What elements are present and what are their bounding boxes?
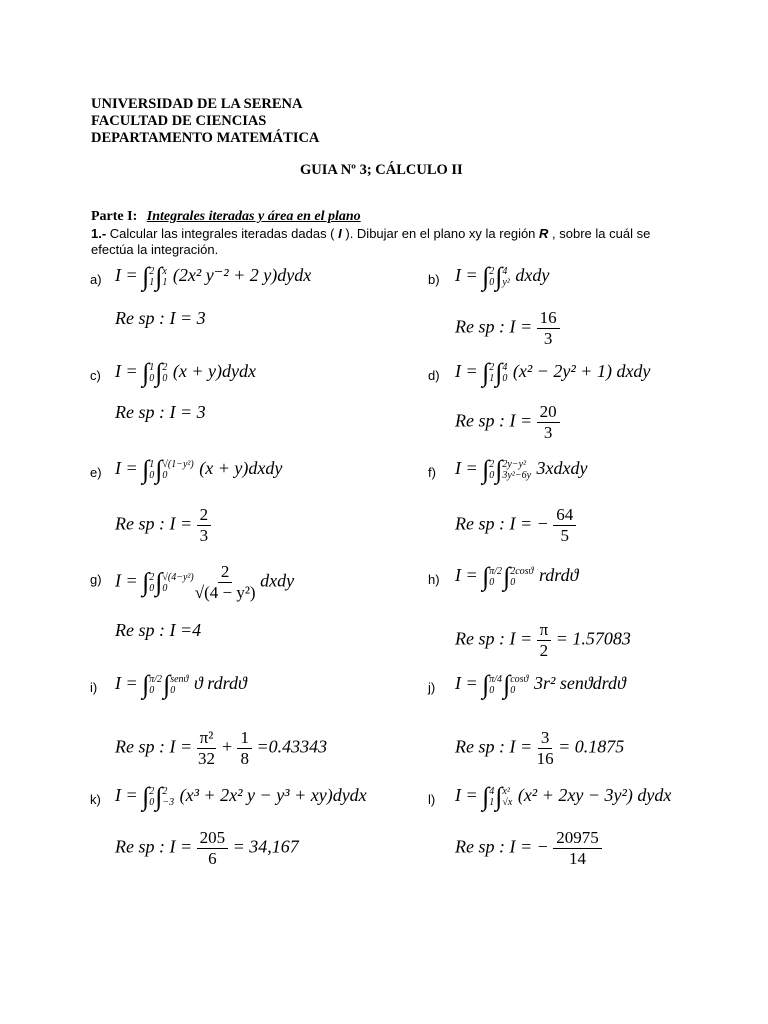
problem-label: g) [90, 572, 102, 587]
upper-limit: 1 [149, 459, 155, 470]
integrand: (x + y)dxdy [194, 458, 283, 479]
integral-sign: ∫ [155, 358, 163, 387]
integral-variable: I = [115, 673, 143, 694]
fraction-numerator: 20 [537, 402, 560, 423]
answer-fraction [553, 828, 602, 869]
upper-limit: senϑ [170, 674, 189, 685]
fraction-denominator: 32 [197, 749, 215, 768]
fraction-numerator: π² [197, 728, 217, 749]
problem-answer [115, 620, 201, 641]
fraction-numerator: 3 [538, 728, 553, 749]
integral-sign: ∫ [142, 782, 150, 811]
integral-sign: ∫ [142, 262, 150, 291]
integral-sign: ∫ [503, 562, 511, 591]
answer-prefix: Re sp : I = [455, 736, 537, 757]
integrand: (x² − 2y² + 1) dxdy [508, 361, 651, 382]
integrand: (x³ + 2x² y − y³ + xy)dydx [175, 785, 367, 806]
instruction-r: R [539, 226, 549, 241]
fraction-denominator: 5 [560, 526, 570, 545]
problem-integral [455, 455, 587, 485]
problem-label: a) [90, 272, 102, 287]
upper-limit: 2cosϑ [510, 566, 534, 577]
lower-limit: 0 [149, 373, 155, 384]
upper-limit: 2 [489, 459, 495, 470]
integral-limits [510, 674, 528, 696]
integrand: (x + y)dydx [168, 361, 256, 382]
integral-variable: I = [455, 785, 483, 806]
integrand: 3r² senϑdrdϑ [529, 673, 626, 694]
problem-answer [115, 505, 211, 546]
fraction-denominator: 3 [543, 329, 553, 348]
integral-sign: ∫ [142, 567, 150, 597]
problem-integral [455, 562, 578, 592]
lower-limit: 0 [510, 577, 516, 588]
integral-variable: I = [455, 673, 483, 694]
problem-label: e) [90, 465, 102, 480]
answer-fraction [553, 505, 576, 546]
upper-limit: 1 [149, 362, 155, 373]
integrand: ϑ rdrdϑ [189, 673, 247, 694]
integral-limits [149, 362, 154, 384]
integral-sign: ∫ [495, 358, 503, 387]
lower-limit: 0 [170, 685, 176, 696]
problem-label: k) [90, 792, 101, 807]
problem-label: j) [428, 680, 436, 695]
upper-limit: x [162, 266, 167, 277]
university-name: UNIVERSIDAD DE LA SERENA [91, 96, 303, 112]
problem-answer [455, 828, 602, 869]
problem-answer [115, 828, 299, 869]
answer-fraction [537, 728, 554, 769]
integral-sign: ∫ [482, 670, 490, 699]
problem-integral [115, 262, 311, 292]
lower-limit: 1 [162, 277, 168, 288]
fraction-numerator: 1 [237, 728, 252, 749]
instruction-i: I [338, 226, 342, 241]
lower-limit: 0 [489, 685, 495, 696]
problem-integral [455, 262, 549, 292]
fraction-denominator: 3 [199, 526, 209, 545]
integral-sign: ∫ [495, 262, 503, 291]
fraction-numerator: 16 [537, 308, 560, 329]
answer-prefix: Re sp : I = [455, 410, 537, 431]
problem-answer [455, 620, 631, 661]
upper-limit: 2 [489, 362, 495, 373]
fraction-denominator: 2 [539, 641, 549, 660]
faculty-name: FACULTAD DE CIENCIAS [91, 113, 267, 129]
integral-sign: ∫ [482, 455, 490, 484]
integral-sign: ∫ [163, 670, 171, 699]
answer-tail: = 0.1875 [553, 736, 625, 757]
integrand-fraction [195, 562, 256, 603]
integral-sign: ∫ [495, 782, 503, 811]
integral-limits [149, 572, 154, 594]
fraction-numerator: π [537, 620, 552, 641]
instruction-text: , sobre la cuál se efectúa la integración. [91, 226, 651, 257]
integral-limits [489, 459, 494, 481]
integrand: 3xdxdy [532, 458, 588, 479]
integrand: rdrdϑ [534, 565, 579, 586]
integral-sign: ∫ [503, 670, 511, 699]
problem-label: b) [428, 272, 440, 287]
integral-sign: ∫ [482, 358, 490, 387]
integral-limits [149, 674, 162, 696]
upper-limit: 2y−y² [502, 459, 527, 470]
answer-fraction [197, 828, 229, 869]
integral-limits [162, 362, 167, 384]
integral-variable: I = [115, 361, 143, 382]
integral-limits [489, 266, 494, 288]
problem-label: i) [90, 680, 98, 695]
problem-answer [455, 402, 560, 443]
upper-limit: √(4−y²) [162, 571, 194, 583]
integral-limits [149, 266, 154, 288]
answer-tail: = 1.57083 [551, 628, 631, 649]
answer-prefix: Re sp : I = [455, 628, 537, 649]
integral-limits [170, 674, 188, 696]
integrand: dxdy [510, 265, 550, 286]
upper-limit: √(1−y²) [162, 459, 194, 470]
integral-limits [510, 566, 533, 588]
lower-limit: √x [502, 797, 513, 808]
answer-text: Re sp : I = 3 [115, 308, 206, 328]
integral-variable: I = [455, 565, 483, 586]
integral-sign: ∫ [142, 358, 150, 387]
part-subtitle: Integrales iteradas y área en el plano [146, 209, 361, 224]
integral-limits [502, 459, 531, 481]
integral-sign: ∫ [482, 562, 490, 591]
answer-prefix: Re sp : I = − [455, 836, 554, 857]
lower-limit: 3y²−6y [502, 470, 532, 481]
problem-label: l) [428, 792, 436, 807]
lower-limit: 0 [489, 277, 495, 288]
problem-integral [115, 782, 367, 812]
integrand: (x² + 2xy − 3y²) dydx [513, 785, 672, 806]
upper-limit: π/4 [489, 674, 503, 685]
integral-variable: I = [455, 265, 483, 286]
integral-limits [489, 786, 494, 808]
integral-limits [502, 786, 512, 808]
instruction-text: Calcular las integrales iteradas dadas ( [106, 226, 339, 241]
lower-limit: 0 [149, 797, 155, 808]
upper-limit: 2 [149, 571, 155, 583]
upper-limit: 4 [489, 786, 495, 797]
integral-limits [489, 674, 502, 696]
fraction-numerator: 2 [197, 505, 212, 526]
fraction-numerator: 20975 [553, 828, 602, 849]
integral-limits [162, 459, 193, 481]
instruction-number: 1.- [91, 226, 107, 241]
lower-limit: 1 [149, 277, 155, 288]
integral-variable: I = [115, 265, 143, 286]
problem-integral [455, 358, 650, 388]
answer-fraction [537, 620, 552, 661]
problem-integral [115, 358, 256, 388]
problem-label: h) [428, 572, 440, 587]
fraction [197, 728, 217, 769]
integral-sign: ∫ [155, 262, 163, 291]
integral-sign: ∫ [482, 782, 490, 811]
problem-integral [455, 782, 671, 812]
lower-limit: 0 [149, 470, 155, 481]
integral-sign: ∫ [495, 455, 503, 484]
upper-limit: 2 [162, 362, 168, 373]
fraction-numerator: 2 [218, 562, 233, 583]
integral-variable: I = [455, 458, 483, 479]
upper-limit: 2 [149, 266, 155, 277]
integrand: dxdy [255, 570, 295, 591]
plus-sign: + [216, 736, 238, 757]
upper-limit: x² [502, 786, 510, 797]
lower-limit: 0 [489, 470, 495, 481]
lower-limit: 0 [162, 582, 168, 594]
upper-limit: cosϑ [510, 674, 529, 685]
answer-prefix: Re sp : I = [115, 513, 197, 534]
lower-limit: 0 [162, 373, 168, 384]
upper-limit: π/2 [489, 566, 503, 577]
fraction-numerator: 205 [197, 828, 229, 849]
page-title: GUIA Nº 3; CÁLCULO II [300, 162, 463, 178]
problem-integral [115, 562, 294, 603]
problem-answer [115, 728, 327, 769]
problem-answer [455, 505, 576, 546]
answer-tail: = 34,167 [228, 836, 299, 857]
part-heading [91, 209, 361, 225]
integral-sign: ∫ [482, 262, 490, 291]
answer-fraction [197, 505, 212, 546]
upper-limit: 2 [489, 266, 495, 277]
integral-sign: ∫ [155, 455, 163, 484]
integral-variable: I = [115, 785, 143, 806]
lower-limit: 0 [489, 577, 495, 588]
integral-limits [162, 786, 174, 808]
answer-fraction [537, 308, 560, 349]
fraction-denominator: 6 [208, 849, 217, 868]
instruction [91, 226, 691, 258]
integral-sign: ∫ [155, 782, 163, 811]
lower-limit: 1 [489, 373, 495, 384]
answer-prefix: Re sp : I = − [455, 513, 554, 534]
integral-variable: I = [115, 570, 143, 591]
problem-answer [115, 402, 206, 423]
problem-integral [115, 455, 282, 485]
fraction-denominator: 16 [536, 749, 554, 768]
lower-limit: 1 [489, 797, 495, 808]
upper-limit: π/2 [149, 674, 163, 685]
problem-label: f) [428, 465, 436, 480]
integral-variable: I = [455, 361, 483, 382]
problem-label: c) [90, 368, 101, 383]
upper-limit: 4 [502, 362, 508, 373]
answer-fraction [537, 402, 560, 443]
integral-sign: ∫ [142, 670, 150, 699]
fraction [237, 728, 252, 769]
problem-answer [455, 308, 560, 349]
fraction-denominator: 8 [240, 749, 249, 768]
problem-label: d) [428, 368, 440, 383]
lower-limit: 0 [502, 373, 508, 384]
integral-limits [489, 362, 494, 384]
lower-limit: 0 [510, 685, 516, 696]
upper-limit: 4 [502, 266, 508, 277]
problem-answer [115, 308, 206, 329]
part-label: Parte I: [91, 209, 138, 224]
fraction-denominator: 3 [543, 423, 553, 442]
instruction-text: ). Dibujar en el plano xy la región [341, 226, 540, 241]
integrand: (2x² y⁻² + 2 y)dydx [168, 265, 312, 286]
lower-limit: 0 [149, 685, 155, 696]
lower-limit: 0 [149, 582, 155, 594]
integral-limits [162, 572, 193, 594]
answer-prefix: Re sp : I = [455, 316, 537, 337]
integral-limits [162, 266, 167, 288]
answer-text: Re sp : I = 3 [115, 402, 206, 422]
fraction-numerator: 64 [553, 505, 576, 526]
lower-limit: 0 [162, 470, 168, 481]
fraction-denominator: 14 [569, 849, 587, 868]
integral-limits [502, 362, 507, 384]
integral-sign: ∫ [155, 567, 163, 597]
answer-text: Re sp : I =4 [115, 620, 202, 640]
integral-limits [149, 459, 154, 481]
integral-sign: ∫ [142, 455, 150, 484]
fraction-denominator: √(4 − y²) [194, 583, 256, 602]
integral-limits [502, 266, 509, 288]
upper-limit: 2 [149, 786, 155, 797]
answer-prefix: Re sp : I = [115, 736, 197, 757]
answer-prefix: Re sp : I = [115, 836, 197, 857]
department-name: DEPARTAMENTO MATEMÁTICA [91, 130, 320, 146]
integral-limits [149, 786, 154, 808]
problem-integral [455, 670, 626, 700]
integral-variable: I = [115, 458, 143, 479]
answer-tail: =0.43343 [251, 736, 328, 757]
lower-limit: −3 [162, 797, 175, 808]
integral-limits [489, 566, 502, 588]
problem-integral [115, 670, 247, 700]
problem-answer [455, 728, 624, 769]
lower-limit: y² [502, 277, 510, 288]
upper-limit: 2 [162, 786, 168, 797]
